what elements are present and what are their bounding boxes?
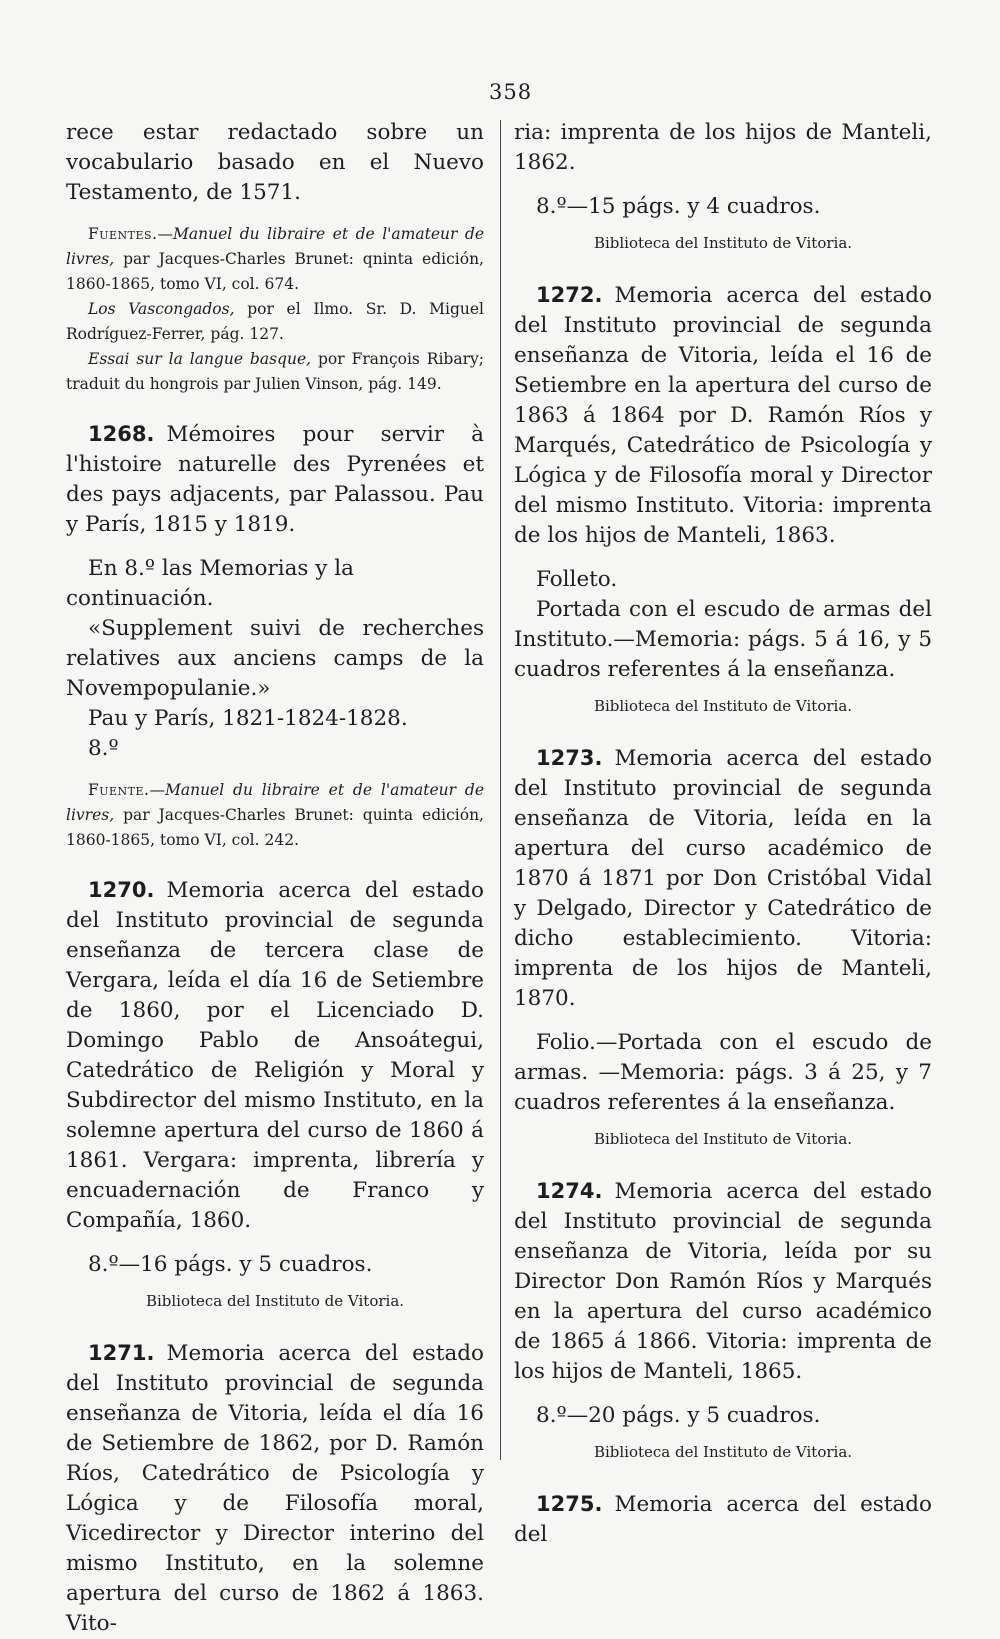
library-note: Biblioteca del Instituto de Vitoria. — [593, 1130, 853, 1148]
entry-1268-desc-3: Pau y París, 1821-1824-1828. — [88, 706, 408, 731]
library-note: Biblioteca del Instituto de Vitoria. — [593, 234, 853, 252]
entry-text: Mémoires pour servir à l'histoire naturelle des Pyrenées et des pays adjacents, par Palassou. Pau y París, 1815 y 1819. — [66, 422, 484, 537]
entry-1268 — [66, 419, 484, 540]
fuentes-2-rest: por el Ilmo. Sr. D. Miguel Rodríguez-Ferrer, pág. 127. — [66, 300, 484, 343]
entry-1268-desc-4: 8.º — [88, 736, 119, 761]
entry-1273-desc-1: Folio.—Portada con el escudo de armas. —Memoria: págs. 3 á 25, y 7 cuadros referentes á la enseñanza. — [514, 1030, 932, 1115]
library-note: Biblioteca del Instituto de Vitoria. — [145, 1292, 405, 1310]
entry-1275 — [514, 1489, 932, 1550]
entry-1270-desc-1: 8.º—16 págs. y 5 cuadros. — [88, 1252, 373, 1277]
fuentes-2-title: Los Vascongados, — [88, 300, 235, 318]
fuente-block: Fuente.—Manuel du libraire et de l'amateur de livres, par Jacques-Charles Brunet: quinta edición, 1860-1865, tomo VI, col. 242. — [66, 781, 484, 849]
entry-1272-desc-1: Folleto. — [536, 567, 618, 592]
entry-1272 — [514, 280, 932, 551]
entry-text: Memoria acerca del estado del Instituto provincial de segunda enseñanza de Vitoria, leída por su Director Don Ramón Ríos y Marqués en la apertura del curso académico de 1865 á 1866. Vitoria: imprenta de los hijos de Manteli, 1865. — [514, 1179, 932, 1384]
entry-1268-desc-1: En 8.º las Memorias y la continuación. — [66, 556, 354, 611]
right-column — [514, 118, 932, 1550]
fuentes-label: Fuentes. — [88, 225, 158, 243]
entry-1274-desc-1: 8.º—20 págs. y 5 cuadros. — [536, 1403, 821, 1428]
entry-text: Memoria acerca del estado del — [514, 1492, 932, 1547]
intro-paragraph: rece estar redactado sobre un vocabulario basado en el Nuevo Testamento, de 1571. — [66, 120, 484, 205]
continuation-paragraph: ria: imprenta de los hijos de Manteli, 1862. — [514, 120, 932, 175]
entry-text: Memoria acerca del estado del Instituto provincial de segunda enseñanza de Vitoria, leída el día 16 de Setiembre de 1862, por D. Ramón Ríos, Catedrático de Psicología y Lógica y de Filosofía moral, Vicedirector y Director interino del mismo Instituto, en la solemne apertura del curso de 1862 á 1863. Vito- — [66, 1341, 484, 1636]
fuentes-1-rest: par Jacques-Charles Brunet: qninta edición, 1860-1865, tomo VI, col. 674. — [66, 250, 484, 293]
entry-number: 1273. — [536, 746, 603, 770]
entry-text: Memoria acerca del estado del Instituto provincial de segunda enseñanza de Vitoria, leída el 16 de Setiembre en la apertura del curso de 1863 á 1864 por D. Ramón Ríos y Marqués, Catedrático de Psicología y Lógica y de Filosofía moral y Director del mismo Instituto. Vitoria: imprenta de los hijos de Manteli, 1863. — [514, 283, 932, 548]
column-divider — [500, 120, 501, 1460]
entry-text: Memoria acerca del estado del Instituto provincial de segunda enseñanza de Vitoria, leída en la apertura del curso académico de 1870 á 1871 por Don Cristóbal Vidal y Delgado, Director y Catedrático de dicho establecimiento. Vitoria: imprenta de los hijos de Manteli, 1870. — [514, 746, 932, 1011]
library-note: Biblioteca del Instituto de Vitoria. — [593, 697, 853, 715]
entry-1272-desc-2: Portada con el escudo de armas del Instituto.—Memoria: págs. 5 á 16, y 5 cuadros referentes á la enseñanza. — [514, 597, 932, 682]
entry-number: 1275. — [536, 1492, 603, 1516]
library-note: Biblioteca del Instituto de Vitoria. — [593, 1443, 853, 1461]
entry-1274 — [514, 1176, 932, 1387]
page-number: 358 — [489, 80, 533, 104]
entry-text: Memoria acerca del estado del Instituto provincial de segunda enseñanza de tercera clase de Vergara, leída el día 16 de Setiembre de 1860, por el Licenciado D. Domingo Pablo de Ansoátegui, Catedrático de Religión y Moral y Subdirector del mismo Instituto, en la solemne apertura del curso de 1860 á 1861. Vergara: imprenta, librería y encuadernación de Franco y Compañía, 1860. — [66, 878, 484, 1233]
fuentes-block: Fuentes.—Manuel du libraire et de l'amateur de livres, par Jacques-Charles Brunet: qninta edición, 1860-1865, tomo VI, col. 674. Los Vascongados, por el Ilmo. Sr. D. Miguel Rodríguez-Ferrer, pág. 127. Essai sur la langue basque, por François Ribary; traduit du hongrois par Julien Vinson, pág. 149. — [66, 225, 484, 393]
continuation-desc: 8.º—15 págs. y 4 cuadros. — [536, 194, 821, 219]
left-column — [66, 118, 484, 1639]
entry-1271 — [66, 1338, 484, 1639]
fuente-label: Fuente. — [88, 781, 150, 799]
fuente-title: Manuel du libraire et de l'amateur de livres, — [66, 781, 484, 824]
entry-number: 1272. — [536, 283, 603, 307]
fuentes-1-title: Manuel du libraire et de l'amateur de livres, — [66, 225, 484, 268]
entry-number: 1268. — [88, 422, 155, 446]
fuente-rest: par Jacques-Charles Brunet: quinta edición, 1860-1865, tomo VI, col. 242. — [66, 806, 484, 849]
entry-number: 1274. — [536, 1179, 603, 1203]
entry-1273 — [514, 743, 932, 1014]
entry-1268-desc-2: «Supplement suivi de recherches relatives aux anciens camps de la Novempopulanie.» — [66, 616, 484, 701]
entry-number: 1271. — [88, 1341, 155, 1365]
entry-number: 1270. — [88, 878, 155, 902]
fuentes-3-rest: por François Ribary; traduit du hongrois par Julien Vinson, pág. 149. — [66, 350, 484, 393]
entry-1270 — [66, 875, 484, 1236]
fuentes-3-title: Essai sur la langue basque, — [88, 350, 312, 368]
